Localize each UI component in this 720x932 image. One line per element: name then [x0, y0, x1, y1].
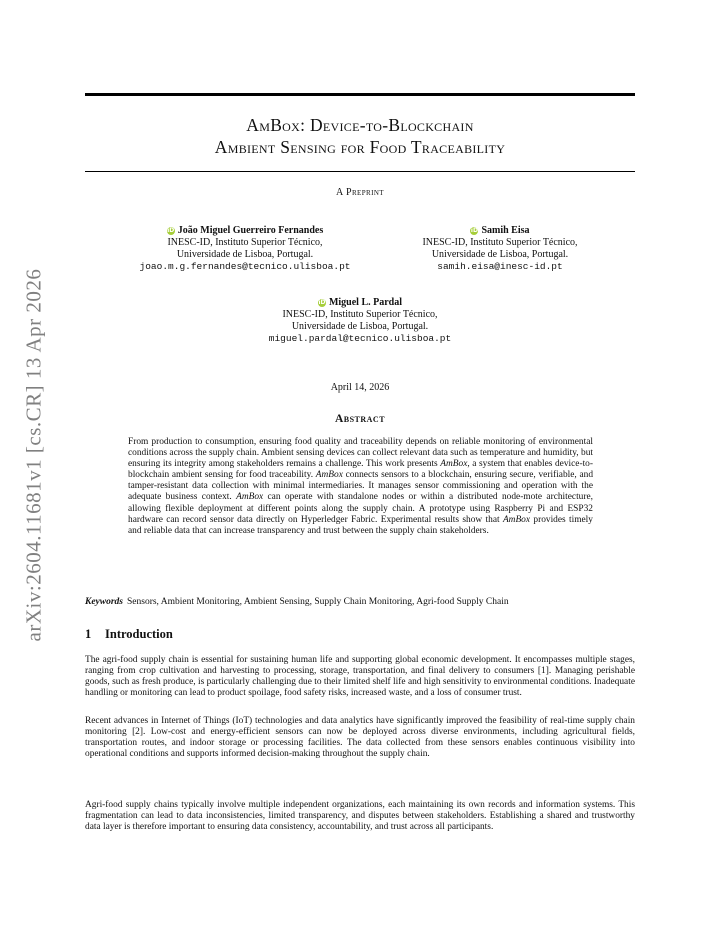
author-affiliation: INESC-ID, Instituto Superior Técnico, — [282, 309, 438, 320]
title-rule-bottom — [85, 171, 635, 172]
author-name: João Miguel Guerreiro Fernandes — [177, 225, 324, 236]
preprint-label: A Preprint — [336, 187, 384, 198]
title-rule-top — [85, 93, 635, 96]
title-line-2: Ambient Sensing for Food Traceability — [214, 137, 506, 157]
author-name: Samih Eisa — [481, 225, 530, 236]
paper-page: arXiv:2604.11681v1 [cs.CR] 13 Apr 2026 AmBox: Device-to-Blockchain Ambient Sensing for Food Traceability A Preprint iD João Miguel Guerreiro Fernandes INESC-ID, Instituto Superior Técnico, Universidade de Lisboa, Portugal. joao.m.g.fernandes@tecnico.ulisboa.pt iD Samih Eisa INESC-ID, Instituto Superior Técnico, Universidade de Lisboa, Portugal. samih.eisa@inesc-id.pt iD Miguel L. Pardal INESC-ID, Instituto Superior Técnico, Universidade de Lisboa, Portugal. miguel.pardal@tecnico.ulisboa.pt April 14, 2026 Abstract From production to consumption, ensuring food quality and traceability depends on reliable monitoring of environmental conditions across the supply chain. Ambient sensing devices can collect relevant data such as temperature and humidity, but ensuring its integrity among stakeholders remains a challenge. This work presents AmBox, a system that enables device-to-blockchain ambient sensing for food traceability. AmBox connects sensors to a blockchain, ensuring secure, verifiable, and tamper-resistant data collection with minimal intermediaries. It manages sensor commissioning and operation with the adequate business context. AmBox can operate with standalone nodes or within a distributed node-mote architecture, allowing flexible deployment at different points along the supply chain. A prototype using Raspberry Pi and ESP32 hardware can record sensor data directly on Hyperledger Fabric. Experimental results show that AmBox provides timely and reliable data that can increase transparency and trust between the supply chain stakeholders. Keywords Sensors, Ambient Monitoring, Ambient Sensing, Supply Chain Monitoring, Agri-food Supply Chain 1 Introduction The agri-food supply chain is essential for sustaining human life and supporting global economic development. It encompasses multiple stages, ranging from crop cultivation and harvesting to processing, storage, transportation, and final delivery to consumers [1]. Managing perishable goods, such as fresh produce, is particularly challenging due to their limited shelf life and high sensitivity to environmental conditions. Inadequate handling or monitoring can lead to product spoilage, food safety risks, increased waste, and a loss of consumer trust. Recent advances in Internet of Things (IoT) technologies and data analytics have significantly improved the feasibility of real-time supply chain monitoring [2]. Low-cost and energy-efficient sensors can now be deployed across diverse environments, including agricultural fields, transportation routes, and indoor storage or processing facilities. The data collected from these sensors enables continuous visibility into operational conditions and supports informed decision-making throughout the supply chain. Agri-food supply chains typically involve multiple independent organizations, each maintaining its own records and information systems. This fragmentation can lead to data inconsistencies, limited transparency, and disputes between stakeholders. Establishing a shared and trustworthy data layer is therefore important to ensuring data consistency, accountability, and trust across all participants. — [0, 0, 720, 932]
body-paragraph: The agri-food supply chain is essential for sustaining human life and supporting global economic development. It encompasses multiple stages, ranging from crop cultivation and harvesting to processing, storage, transportation, and final delivery to consumers [1]. Managing perishable goods, such as fresh produce, is particularly challenging due to their limited shelf life and high sensitivity to environmental conditions. Inadequate handling or monitoring can lead to product spoilage, food safety risks, increased waste, and a loss of consumer trust. — [85, 655, 635, 699]
body-paragraph: Agri-food supply chains typically involve multiple independent organizations, each maintaining its own records and information systems. This fragmentation can lead to data inconsistencies, limited transparency, and disputes between stakeholders. Establishing a shared and trustworthy data layer is therefore important to ensuring data consistency, accountability, and trust across all participants. — [85, 800, 635, 833]
section-heading-introduction — [85, 627, 173, 642]
section-number: 1 — [85, 627, 92, 641]
keywords-line — [85, 597, 645, 607]
author-affiliation: INESC-ID, Instituto Superior Técnico, — [167, 237, 323, 248]
author-name: Miguel L. Pardal — [328, 297, 403, 308]
paper-title — [85, 114, 635, 158]
body-paragraph: Recent advances in Internet of Things (IoT) technologies and data analytics have significantly improved the feasibility of real-time supply chain monitoring [2]. Low-cost and energy-efficient sensors can now be deployed across diverse environments, including agricultural fields, transportation routes, and indoor storage or processing facilities. The data collected from these sensors enables continuous visibility into operational conditions and supports informed decision-making throughout the supply chain. — [85, 716, 635, 760]
author-university: Universidade de Lisboa, Portugal. — [176, 249, 314, 260]
orcid-icon[interactable]: iD — [470, 227, 478, 234]
author-university: Universidade de Lisboa, Portugal. — [291, 321, 429, 332]
orcid-icon[interactable]: iD — [167, 227, 175, 234]
author-block-1 — [120, 225, 370, 273]
author-email[interactable]: joao.m.g.fernandes@tecnico.ulisboa.pt — [139, 261, 351, 272]
publication-date: April 14, 2026 — [330, 382, 390, 393]
keywords-text: Sensors, Ambient Monitoring, Ambient Sensing, Supply Chain Monitoring, Agri-food Supply Chain — [127, 597, 509, 607]
orcid-icon[interactable]: iD — [318, 299, 326, 306]
author-email[interactable]: samih.eisa@inesc-id.pt — [437, 261, 563, 272]
author-block-3 — [235, 297, 485, 345]
author-email[interactable]: miguel.pardal@tecnico.ulisboa.pt — [268, 333, 452, 344]
keywords-label: Keywords — [85, 597, 123, 607]
abstract-heading: Abstract — [334, 413, 386, 425]
abstract-text: From production to consumption, ensuring food quality and traceability depends on reliable monitoring of environmental conditions across the supply chain. Ambient sensing devices can collect relevant data such as temperature and humidity, but ensuring its integrity among stakeholders remains a challenge. This work presents AmBox, a system that enables device-to-blockchain ambient sensing for food traceability. AmBox connects sensors to a blockchain, ensuring secure, verifiable, and tamper-resistant data collection with minimal intermediaries. It manages sensor commissioning and operation with the adequate business context. AmBox can operate with standalone nodes or within a distributed node-mote architecture, allowing flexible deployment at different points along the supply chain. A prototype using Raspberry Pi and ESP32 hardware can record sensor data directly on Hyperledger Fabric. Experimental results show that AmBox provides timely and reliable data that can increase transparency and trust between the supply chain stakeholders. — [128, 437, 594, 536]
author-university: Universidade de Lisboa, Portugal. — [431, 249, 569, 260]
section-title: Introduction — [105, 627, 173, 641]
author-affiliation: INESC-ID, Instituto Superior Técnico, — [422, 237, 578, 248]
author-block-2 — [375, 225, 625, 273]
title-line-1: AmBox: Device-to-Blockchain — [246, 115, 474, 135]
